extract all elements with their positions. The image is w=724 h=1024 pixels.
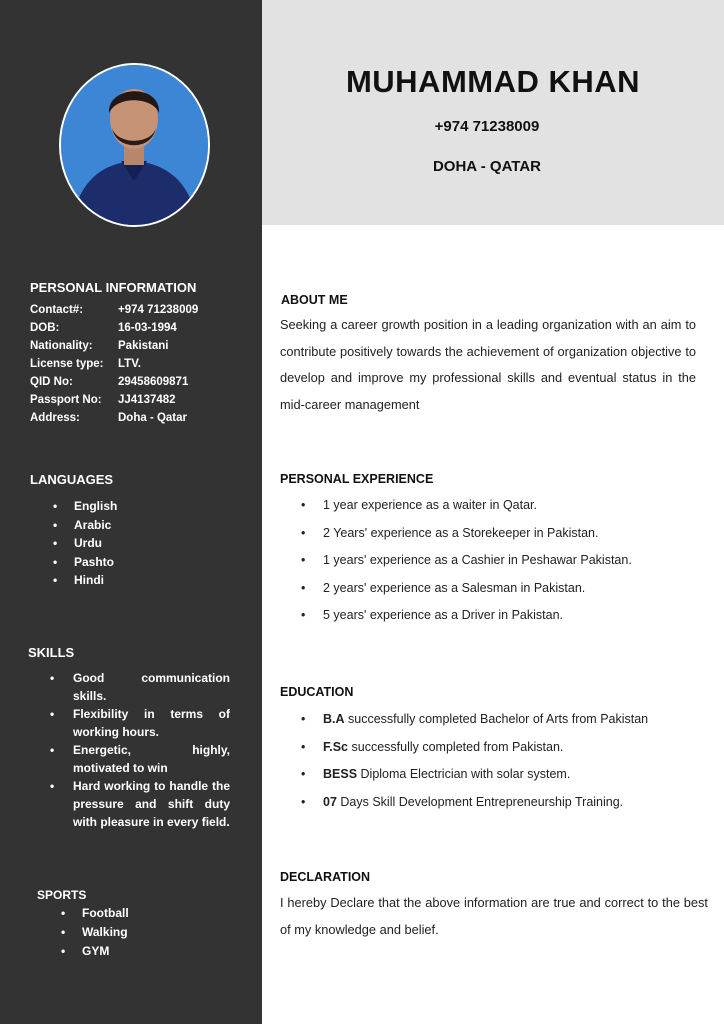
declaration-text: I hereby Declare that the above information are true and correct to the best of my knowledge and belief.: [280, 895, 708, 937]
profile-photo: [59, 63, 210, 227]
list-item: • Hard working to handle the pressure and shift duty with pleasure in every field.: [50, 777, 230, 831]
info-label: License type:: [30, 358, 104, 370]
list-item: • Good communication skills.: [50, 669, 230, 705]
info-value: LTV.: [118, 358, 142, 370]
degree-detail: successfully completed from Pakistan.: [348, 739, 564, 754]
degree-detail: Diploma Electrician with solar system.: [357, 767, 571, 782]
experience-list: [301, 492, 711, 630]
sports-list: [61, 904, 129, 961]
info-label: Nationality:: [30, 340, 93, 352]
list-item: • Flexibility in terms of working hours.: [50, 705, 230, 741]
info-label: DOB:: [30, 322, 60, 334]
info-row-address: [30, 409, 198, 427]
list-item: [301, 734, 711, 762]
info-value: Doha - Qatar: [118, 412, 188, 424]
education-heading: EDUCATION: [280, 685, 354, 699]
sidebar: [0, 0, 262, 1024]
list-item: • Hindi: [53, 571, 117, 590]
list-item: • Football: [61, 904, 129, 923]
info-row-contact: [30, 301, 198, 319]
list-item: • English: [53, 497, 117, 516]
degree-label: F.Sc: [323, 739, 349, 754]
personal-info-heading: PERSONAL INFORMATION: [30, 280, 197, 295]
about-text: Seeking a career growth position in a leading organization with an aim to contribute positively towards the achievement of organization objective to develop and improve my professional skills and eventual status in the mid-career management: [280, 317, 696, 413]
list-item: • 2 years' experience as a Salesman in Pakistan.: [301, 575, 711, 603]
list-item: • Walking: [61, 923, 129, 942]
header-banner: [262, 0, 724, 225]
list-item: • Urdu: [53, 534, 117, 553]
info-row-license: [30, 355, 198, 373]
list-item: • 2 Years' experience as a Storekeeper in Pakistan.: [301, 520, 711, 548]
list-item: • Energetic, highly, motivated to win: [50, 741, 230, 777]
skills-list: [50, 669, 230, 831]
degree-label: B.A: [323, 712, 345, 726]
education-list: [301, 706, 711, 816]
list-item: • GYM: [61, 942, 129, 961]
info-row-passport: [30, 391, 198, 409]
info-label: Contact#:: [30, 304, 84, 316]
info-label: QID No:: [30, 376, 73, 388]
degree-label: BESS: [323, 767, 358, 782]
languages-list: [53, 497, 117, 590]
header-phone: +974 71238009: [434, 118, 540, 135]
info-value: JJ4137482: [118, 394, 176, 406]
list-item: • Pashto: [53, 553, 117, 572]
info-label: Passport No:: [30, 394, 102, 406]
header-location: DOHA - QATAR: [432, 158, 542, 175]
skills-heading: SKILLS: [28, 645, 75, 660]
degree-detail: Days Skill Development Entrepreneurship Training.: [336, 794, 624, 809]
sports-heading: SPORTS: [37, 888, 87, 902]
list-item: • 1 year experience as a waiter in Qatar.: [301, 492, 711, 520]
list-item: • Arabic: [53, 516, 117, 535]
info-label: Address:: [30, 412, 80, 424]
list-item: • 1 years' experience as a Cashier in Peshawar Pakistan.: [301, 547, 711, 575]
personal-info-list: [30, 301, 198, 427]
info-value: 29458609871: [118, 376, 189, 388]
info-value: Pakistani: [118, 340, 169, 352]
info-row-dob: [30, 319, 198, 337]
page-title: MUHAMMAD KHAN: [345, 64, 641, 99]
info-value: 16-03-1994: [118, 322, 177, 334]
person-silhouette-icon: [61, 65, 208, 225]
declaration-heading: DECLARATION: [280, 870, 371, 884]
info-row-qid: [30, 373, 198, 391]
list-item: [301, 706, 711, 734]
info-row-nationality: [30, 337, 198, 355]
list-item: [301, 789, 711, 817]
list-item: • 5 years' experience as a Driver in Pakistan.: [301, 602, 711, 630]
info-value: +974 71238009: [118, 304, 199, 316]
about-heading: ABOUT ME: [281, 293, 348, 307]
list-item: [301, 761, 711, 789]
degree-label: 07: [323, 794, 337, 809]
languages-heading: LANGUAGES: [30, 472, 114, 487]
experience-heading: PERSONAL EXPERIENCE: [280, 472, 434, 486]
degree-detail: successfully completed Bachelor of Arts from Pakistan: [344, 712, 649, 726]
